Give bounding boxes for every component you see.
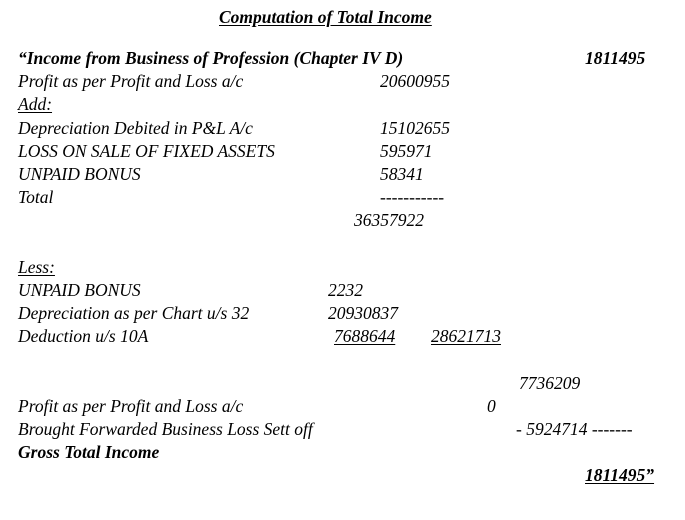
add-item-label: LOSS ON SALE OF FIXED ASSETS — [18, 141, 275, 161]
summary-amount: - 5924714 ------- — [516, 419, 633, 439]
document-title: Computation of Total Income — [219, 7, 432, 27]
add-item-label: Depreciation Debited in P&L A/c — [18, 118, 253, 138]
add-item-amount: 58341 — [380, 164, 424, 184]
less-item-amount: 20930837 — [328, 303, 398, 323]
add-total-dashes: ----------- — [380, 187, 445, 207]
less-item-amount: 2232 — [328, 280, 363, 300]
summary-amount: 0 — [487, 396, 496, 416]
summary-label: Profit as per Profit and Loss a/c — [18, 396, 244, 416]
less-item-label: Depreciation as per Chart u/s 32 — [18, 303, 250, 323]
less-total-amount: 28621713 — [431, 326, 501, 346]
add-total-label: Total — [18, 187, 54, 207]
less-label: Less: — [18, 257, 55, 277]
gross-total-label: Gross Total Income — [18, 442, 160, 462]
profit-label: Profit as per Profit and Loss a/c — [18, 71, 244, 91]
add-item-label: UNPAID BONUS — [18, 164, 141, 184]
section-heading-amount: 1811495 — [585, 48, 646, 68]
summary-label: Brought Forwarded Business Loss Sett off — [18, 419, 313, 439]
add-label: Add: — [18, 94, 53, 114]
add-item-amount: 595971 — [380, 141, 433, 161]
gross-total-amount: 1811495” — [585, 465, 655, 485]
add-total-amount: 36357922 — [354, 210, 424, 230]
section-heading: “Income from Business of Profession (Chapter IV D) — [18, 48, 404, 68]
net-amount: 7736209 — [519, 373, 581, 393]
add-item-amount: 15102655 — [380, 118, 450, 138]
profit-amount: 20600955 — [380, 71, 450, 91]
less-item-label: UNPAID BONUS — [18, 280, 141, 300]
less-item-amount: 7688644 — [334, 326, 396, 346]
less-item-label: Deduction u/s 10A — [18, 326, 149, 346]
